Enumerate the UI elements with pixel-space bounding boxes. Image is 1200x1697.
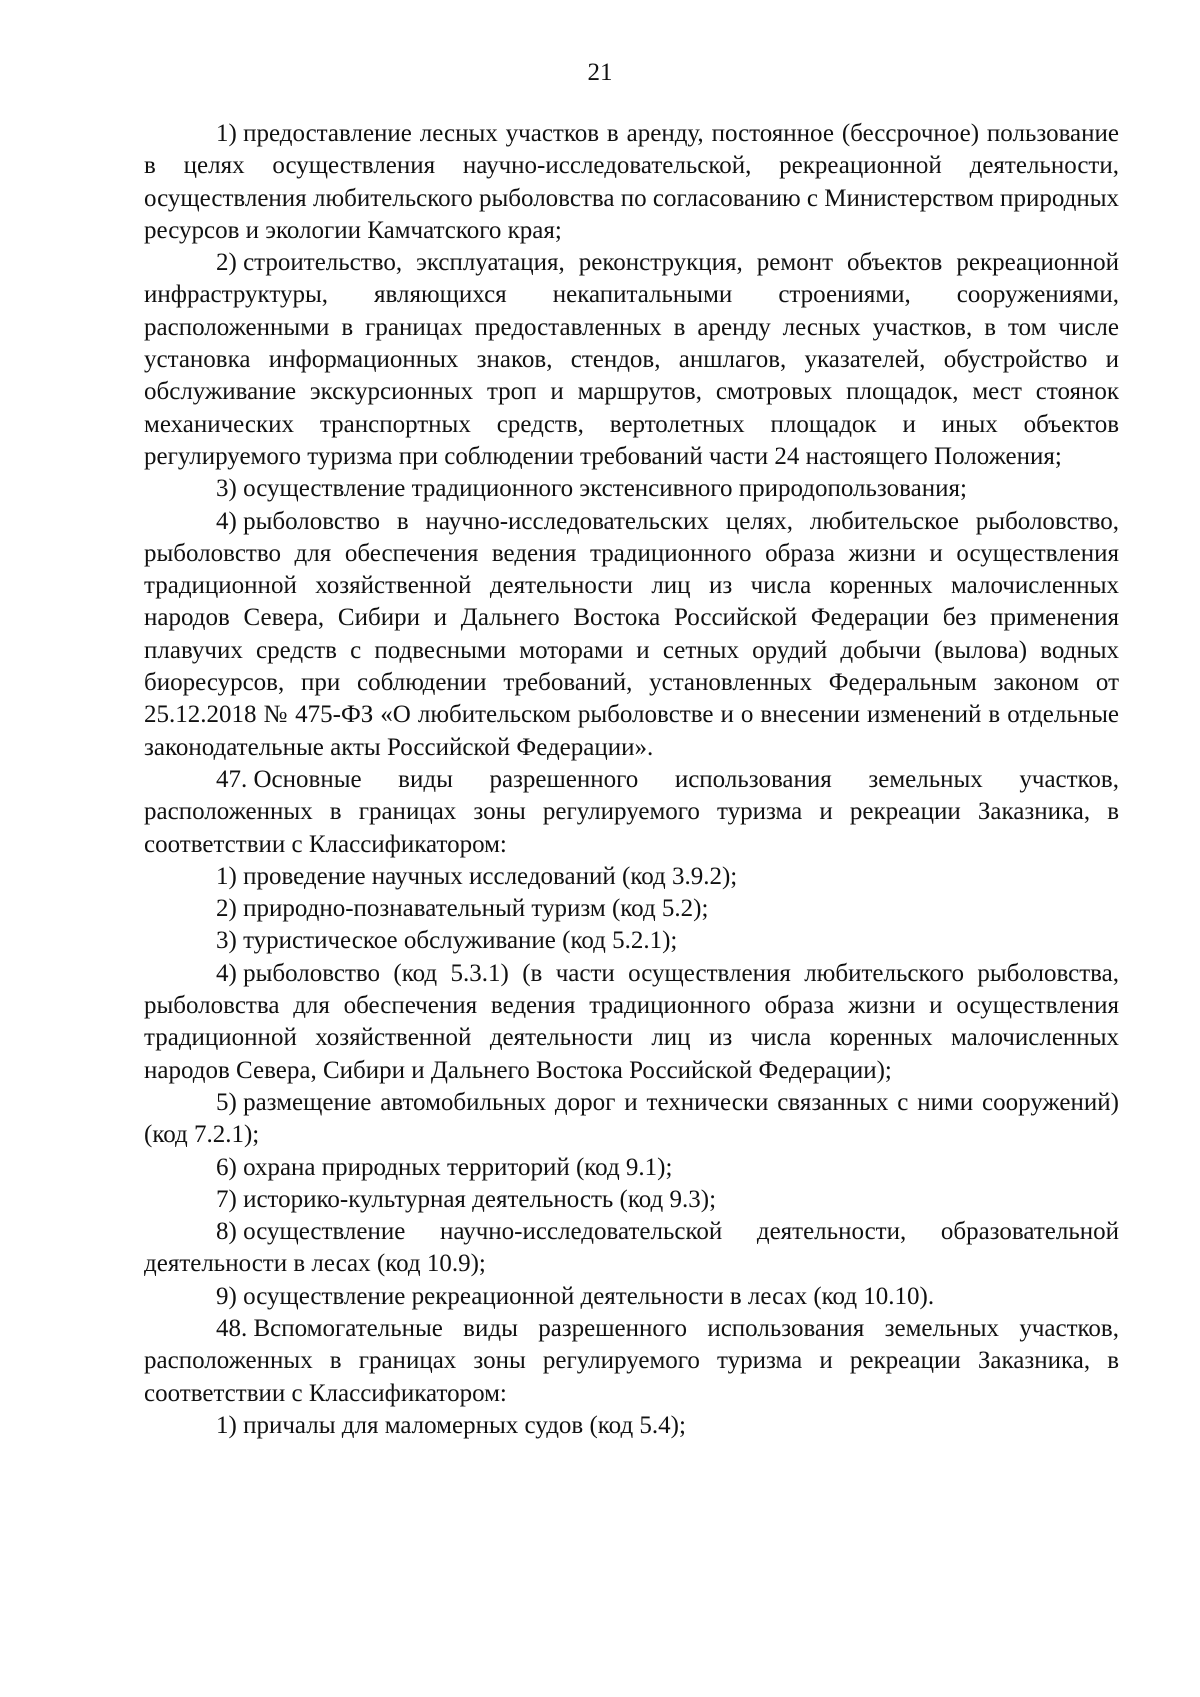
list-item: [144, 473, 1119, 505]
item-text: осуществление традиционного экстенсивного природопользования;: [243, 475, 967, 503]
list-item: [144, 1184, 1119, 1216]
item-text: строительство, эксплуатация, реконструкция, ремонт объектов рекреационной инфраструктуры, являющихся некапитальными строениями, сооружениями, расположенными в границах предоставленных в аренду лесных участков, в том числе установка информационных знаков, стендов, аншлагов, указателей, обустройство и обслуживание экскурсионных троп и маршрутов, смотровых площадок, мест стоянок механических транспортных средств, вертолетных площадок и иных объектов регулируемого туризма при соблюдении требований части 24 настоящего Положения;: [144, 249, 1119, 470]
item-marker: 4): [216, 959, 237, 987]
item-text: природно-познавательный туризм (код 5.2);: [243, 895, 709, 923]
item-text: историко-культурная деятельность (код 9.3);: [243, 1185, 717, 1213]
item-marker: 2): [216, 895, 237, 923]
list-item: [144, 925, 1119, 957]
section-number: 47.: [216, 765, 248, 793]
item-marker: 3): [216, 927, 237, 955]
list-item: [144, 893, 1119, 925]
item-text: осуществление рекреационной деятельности в лесах (код 10.10).: [243, 1282, 935, 1310]
list-item: [144, 958, 1119, 1087]
item-text: рыболовство в научно-исследовательских целях, любительское рыболовство, рыболовство для обеспечения ведения традиционного образа жизни и осуществления традиционной хозяйственной деятельности лиц из числа коренных малочисленных народов Севера, Сибири и Дальнего Востока Российской Федерации без применения плавучих средств с подвесными моторами и сетных орудий добычи (вылова) водных биоресурсов, при соблюдении требований, установленных Федеральным законом от 25.12.2018 № 475-ФЗ «О любительском рыболовстве и о внесении изменений в отдельные законодательные акты Российской Федерации».: [144, 507, 1119, 761]
item-text: размещение автомобильных дорог и технически связанных с ними сооружений) (код 7.2.1);: [144, 1088, 1119, 1149]
item-marker: 6): [216, 1153, 237, 1181]
item-marker: 7): [216, 1185, 237, 1213]
item-text: предоставление лесных участков в аренду, постоянное (бессрочное) пользование в целях осуществления научно-исследовательской, рекреационной деятельности, осуществления любительского рыболовства по согласованию с Министерством природных ресурсов и экологии Камчатского края;: [144, 120, 1119, 244]
item-text: охрана природных территорий (код 9.1);: [243, 1153, 673, 1181]
item-marker: 5): [216, 1088, 237, 1116]
list-item: [144, 1152, 1119, 1184]
section-paragraph: [144, 1313, 1119, 1410]
item-marker: 9): [216, 1282, 237, 1310]
item-marker: 4): [216, 507, 237, 535]
list-item: [144, 247, 1119, 473]
section-text: Вспомогательные виды разрешенного использования земельных участков, расположенных в границах зоны регулируемого туризма и рекреации Заказника, в соответствии с Классификатором:: [144, 1314, 1119, 1407]
item-text: причалы для маломерных судов (код 5.4);: [243, 1411, 686, 1439]
item-marker: 1): [216, 1411, 237, 1439]
list-item: [144, 861, 1119, 893]
list-item: [144, 506, 1119, 764]
section-number: 48.: [216, 1314, 248, 1342]
item-text: рыболовство (код 5.3.1) (в части осуществления любительского рыболовства, рыболовства для обеспечения ведения традиционного образа жизни и осуществления традиционной хозяйственной деятельности лиц из числа коренных малочисленных народов Севера, Сибири и Дальнего Востока Российской Федерации);: [144, 959, 1119, 1084]
list-item: [144, 1216, 1119, 1281]
item-text: туристическое обслуживание (код 5.2.1);: [243, 927, 678, 955]
document-body: [144, 118, 1119, 1442]
item-marker: 1): [216, 862, 237, 890]
item-marker: 8): [216, 1218, 237, 1246]
page-number: 21: [587, 59, 613, 86]
item-marker: 1): [216, 120, 237, 147]
list-item: [144, 118, 1119, 247]
list-item: [144, 1087, 1119, 1152]
item-marker: 3): [216, 475, 237, 503]
list-item: [144, 1281, 1119, 1313]
item-text: осуществление научно-исследовательской деятельности, образовательной деятельности в лесах (код 10.9);: [144, 1218, 1119, 1278]
item-marker: 2): [216, 249, 237, 277]
section-text: Основные виды разрешенного использования земельных участков, расположенных в границах зоны регулируемого туризма и рекреации Заказника, в соответствии с Классификатором:: [144, 765, 1119, 858]
item-text: проведение научных исследований (код 3.9.2);: [243, 862, 738, 890]
section-paragraph: [144, 764, 1119, 861]
list-item: [144, 1410, 1119, 1442]
